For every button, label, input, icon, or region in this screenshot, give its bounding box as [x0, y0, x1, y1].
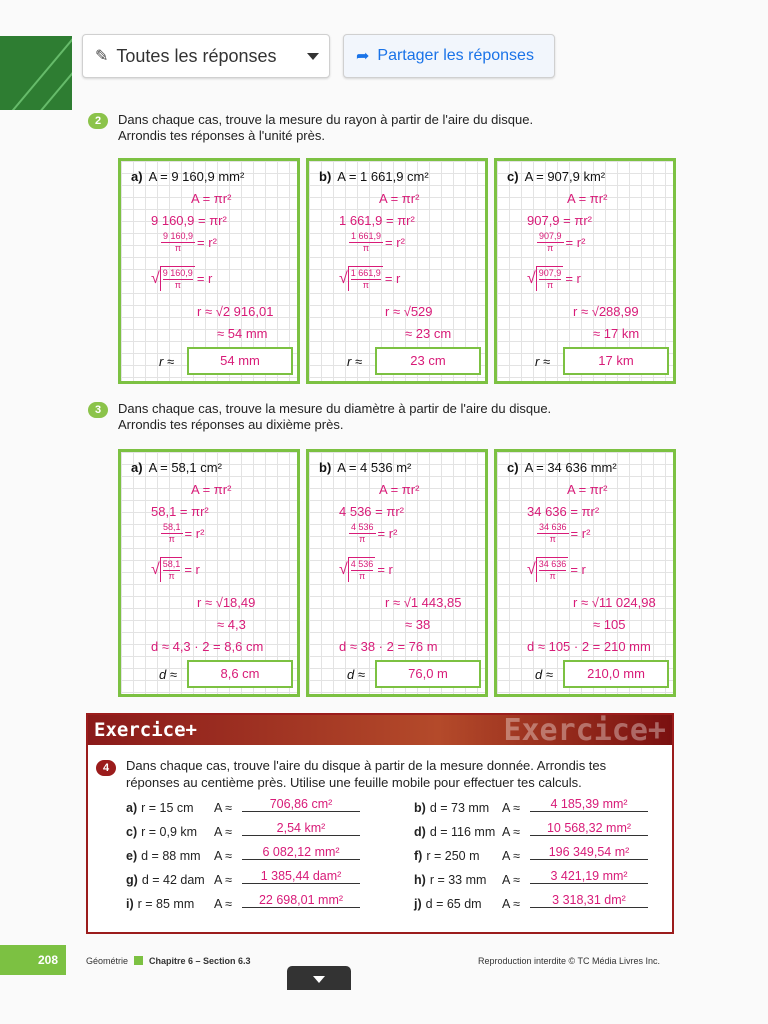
question-number: 2: [88, 113, 108, 129]
box-given: [507, 460, 617, 475]
all-answers-label: Toutes les réponses: [116, 45, 277, 66]
formula-line: A = πr²: [191, 482, 232, 497]
fraction-body: [537, 522, 569, 545]
item-letter: d): [414, 825, 426, 839]
solution-box: [306, 449, 488, 697]
fraction-line: [349, 231, 405, 254]
item-letter: c): [507, 169, 519, 184]
item-given: d = 42 dam: [141, 873, 205, 887]
solution-box: [494, 158, 676, 384]
share-arrow-icon: ➦: [356, 48, 370, 65]
formula-line: A = πr²: [379, 191, 420, 206]
exercise-item: [126, 845, 366, 867]
formula-line: A = πr²: [567, 482, 608, 497]
answer-field[interactable]: 54 mm: [187, 347, 293, 375]
item-letter: a): [131, 460, 143, 475]
square-icon: [134, 956, 143, 965]
sqrt-fraction-line: [527, 266, 581, 291]
fraction-denominator: π: [168, 534, 175, 544]
fraction-line: [161, 522, 204, 545]
answer-label: d ≈: [347, 667, 365, 682]
exercise-item: [414, 893, 654, 915]
sqrt-fraction-line: [527, 557, 586, 582]
item-letter: c): [126, 825, 138, 839]
page-number: 208: [0, 945, 66, 975]
fraction-numerator: 58,1: [163, 522, 181, 532]
radicand: [160, 557, 183, 582]
sqrt-fraction-line: [339, 557, 393, 582]
question-number: 3: [88, 402, 108, 418]
radicand: [348, 557, 376, 582]
answer-field[interactable]: 1 385,44 dam²: [242, 869, 360, 884]
sqrt-rhs: = r: [196, 271, 213, 286]
chevron-down-icon: [307, 53, 319, 60]
radicand: [348, 266, 383, 291]
approx-line: r ≈ √18,49: [197, 595, 256, 610]
sqrt-denominator: π: [546, 280, 554, 290]
item-letter: j): [414, 897, 422, 911]
approx-line: ≈ 38: [405, 617, 431, 632]
question-number: 4: [96, 760, 116, 776]
item-letter: i): [126, 897, 134, 911]
fraction-rhs: = r²: [570, 526, 591, 541]
answer-field[interactable]: 4 185,39 mm²: [530, 797, 648, 812]
item-letter: b): [319, 460, 332, 475]
item-given: r = 250 m: [426, 849, 480, 863]
fraction-line: [537, 231, 585, 254]
item-letter: e): [126, 849, 138, 863]
answer-label: r ≈: [159, 354, 175, 369]
answer-field[interactable]: 210,0 mm: [563, 660, 669, 688]
solution-box: [494, 449, 676, 697]
exercise-item: [126, 893, 366, 915]
exercise-item: [126, 869, 366, 891]
approx-label: A ≈: [214, 873, 232, 887]
item-letter: a): [126, 801, 138, 815]
item-given: r = 33 mm: [429, 873, 487, 887]
radicand: [536, 557, 569, 582]
answer-label: r ≈: [535, 354, 551, 369]
answer-field[interactable]: 706,86 cm²: [242, 797, 360, 812]
item-letter: f): [414, 849, 423, 863]
box-given: [131, 169, 244, 184]
approx-label: A ≈: [502, 825, 520, 839]
answer-field[interactable]: 2,54 km²: [242, 821, 360, 836]
sqrt-rhs: = r: [377, 562, 393, 577]
fraction-denominator: π: [174, 243, 182, 253]
question-text: [118, 112, 533, 144]
fraction-rhs: = r²: [184, 526, 205, 541]
footer-chapter-label: Chapitre 6 – Section 6.3: [149, 956, 251, 966]
fraction-denominator: π: [359, 534, 366, 544]
formula-line: A = πr²: [379, 482, 420, 497]
answer-field[interactable]: 23 cm: [375, 347, 481, 375]
fraction-rhs: = r²: [565, 235, 586, 250]
answer-field[interactable]: 8,6 cm: [187, 660, 293, 688]
fraction-numerator: 907,9: [539, 231, 562, 241]
footer-subject: Géométrie: [86, 956, 129, 966]
fraction-denominator: π: [547, 243, 554, 253]
box-given: [131, 460, 222, 475]
approx-label: A ≈: [214, 825, 232, 839]
answer-label: d ≈: [159, 667, 177, 682]
exercise-item: [414, 821, 654, 843]
sqrt-fraction-line: [151, 557, 200, 582]
answer-label: d ≈: [535, 667, 553, 682]
fraction-body: [161, 231, 195, 254]
item-given: r = 15 cm: [141, 801, 194, 815]
sqrt-numerator: 4 536: [350, 559, 374, 569]
sqrt-icon: √: [151, 270, 160, 287]
item-given: d = 88 mm: [141, 849, 201, 863]
approx-label: A ≈: [502, 897, 520, 911]
question-text-line: Dans chaque cas, trouve la mesure du diamètre à partir de l'aire du disque.: [118, 401, 552, 416]
approx-label: A ≈: [502, 849, 520, 863]
approx-label: A ≈: [502, 873, 520, 887]
solution-box: [118, 158, 300, 384]
solution-box: [118, 449, 300, 697]
diameter-line: d ≈ 105 · 2 = 210 mm: [527, 639, 651, 654]
box-given: [507, 169, 605, 184]
fraction-numerator: 4 536: [351, 522, 374, 532]
footer-chapter: [86, 956, 251, 966]
approx-line: r ≈ √288,99: [573, 304, 639, 319]
approx-line: ≈ 54 mm: [217, 326, 268, 341]
approx-line: ≈ 23 cm: [405, 326, 452, 341]
exercise-item: [414, 797, 654, 819]
given-area: A = 1 661,9 cm²: [337, 169, 429, 184]
sqrt-numerator: 907,9: [538, 268, 562, 278]
exercise-banner: [88, 713, 672, 748]
item-letter: b): [414, 801, 426, 815]
approx-label: A ≈: [214, 849, 232, 863]
footer-copyright: Reproduction interdite © TC Média Livres Inc.: [478, 956, 661, 966]
fraction-rhs: = r²: [385, 235, 405, 250]
sqrt-denominator: π: [168, 571, 175, 581]
answer-field[interactable]: 3 318,31 dm²: [530, 893, 648, 908]
approx-line: ≈ 17 km: [593, 326, 640, 341]
approx-label: A ≈: [502, 801, 520, 815]
box-given: [319, 460, 411, 475]
approx-line: ≈ 105: [593, 617, 626, 632]
question-text-line: Dans chaque cas, trouve la mesure du rayon à partir de l'aire du disque.: [118, 112, 534, 127]
diameter-line: d ≈ 38 · 2 = 76 m: [339, 639, 438, 654]
given-area: A = 907,9 km²: [524, 169, 606, 184]
chevron-down-icon: [313, 976, 325, 983]
sqrt-icon: √: [339, 270, 348, 287]
fraction-numerator: 1 661,9: [351, 231, 382, 241]
box-given: [319, 169, 429, 184]
sqrt-numerator: 9 160,9: [162, 268, 193, 278]
item-letter: b): [319, 169, 332, 184]
question-text: Dans chaque cas, trouve l'aire du disque à partir de la mesure donnée. Arrondis tes réponses au centième près. Utilise une feuille mobile pour effectuer tes calculs.: [126, 758, 607, 790]
fraction-line: [161, 231, 217, 254]
fraction-body: [537, 231, 564, 254]
fraction-body: [161, 522, 183, 545]
all-answers-dropdown[interactable]: [82, 34, 330, 78]
sqrt-rhs: = r: [570, 562, 586, 577]
item-letter: a): [131, 169, 143, 184]
answer-field[interactable]: 6 082,12 mm²: [242, 845, 360, 860]
approx-label: A ≈: [214, 801, 232, 815]
item-letter: h): [414, 873, 426, 887]
given-area: A = 58,1 cm²: [148, 460, 222, 475]
exercise-panel: [86, 713, 674, 934]
sqrt-numerator: 1 661,9: [350, 268, 381, 278]
sqrt-denominator: π: [174, 280, 181, 290]
fraction-numerator: 34 636: [539, 522, 567, 532]
radicand: [536, 266, 564, 291]
sqrt-rhs: = r: [565, 271, 581, 286]
formula-line: A = πr²: [191, 191, 232, 206]
exercise-title: Exercice+: [94, 719, 197, 741]
item-given: r = 0,9 km: [141, 825, 198, 839]
answer-label: r ≈: [347, 354, 363, 369]
page-nav-toggle[interactable]: [287, 966, 351, 990]
fraction-body: [349, 231, 383, 254]
answer-field[interactable]: 76,0 m: [375, 660, 481, 688]
sqrt-icon: √: [339, 561, 348, 578]
exercise-item: [126, 821, 366, 843]
question-text: [118, 401, 551, 433]
substitution-line: 907,9 = πr²: [527, 213, 592, 228]
radicand: [160, 266, 195, 291]
approx-line: r ≈ √2 916,01: [197, 304, 274, 319]
fraction-line: [537, 522, 590, 545]
item-given: d = 116 mm: [429, 825, 496, 839]
answer-field[interactable]: 22 698,01 mm²: [242, 893, 360, 908]
answer-field[interactable]: 3 421,19 mm²: [530, 869, 648, 884]
page-footer: [0, 945, 768, 975]
substitution-line: 34 636 = πr²: [527, 504, 600, 519]
approx-label: A ≈: [214, 897, 232, 911]
substitution-line: 9 160,9 = πr²: [151, 213, 227, 228]
question-text-line: Arrondis tes réponses à l'unité près.: [118, 128, 325, 143]
exercise-item: [126, 797, 366, 819]
sqrt-icon: √: [151, 561, 160, 578]
sqrt-icon: √: [527, 270, 536, 287]
item-given: d = 65 dm: [425, 897, 482, 911]
sqrt-fraction-line: [339, 266, 400, 291]
fraction-line: [349, 522, 397, 545]
formula-line: A = πr²: [567, 191, 608, 206]
fraction-denominator: π: [549, 534, 556, 544]
diameter-line: d ≈ 4,3 · 2 = 8,6 cm: [151, 639, 264, 654]
item-given: r = 85 mm: [137, 897, 195, 911]
approx-line: r ≈ √11 024,98: [573, 595, 656, 610]
item-letter: g): [126, 873, 138, 887]
approx-line: r ≈ √529: [385, 304, 433, 319]
given-area: A = 9 160,9 mm²: [148, 169, 245, 184]
solution-box: [306, 158, 488, 384]
fraction-denominator: π: [362, 243, 370, 253]
given-area: A = 4 536 m²: [337, 460, 412, 475]
sqrt-numerator: 58,1: [162, 559, 181, 569]
share-answers-button[interactable]: [343, 34, 555, 78]
corner-decoration: [0, 36, 72, 110]
share-answers-label: Partager les réponses: [377, 47, 534, 64]
fraction-numerator: 9 160,9: [163, 231, 194, 241]
approx-line: r ≈ √1 443,85: [385, 595, 462, 610]
item-given: d = 73 mm: [429, 801, 490, 815]
given-area: A = 34 636 mm²: [524, 460, 617, 475]
sqrt-fraction-line: [151, 266, 212, 291]
fraction-rhs: = r²: [197, 235, 217, 250]
substitution-line: 4 536 = πr²: [339, 504, 404, 519]
answer-field[interactable]: 196 349,54 m²: [530, 845, 648, 860]
substitution-line: 58,1 = πr²: [151, 504, 209, 519]
magic-wand-icon: ✎: [95, 48, 109, 65]
sqrt-denominator: π: [358, 571, 366, 581]
approx-line: ≈ 4,3: [217, 617, 246, 632]
sqrt-denominator: π: [549, 571, 556, 581]
exercise-watermark: Exercice+: [503, 713, 666, 748]
question-text-line: Arrondis tes réponses au dixième près.: [118, 417, 344, 432]
item-letter: c): [507, 460, 519, 475]
answer-field[interactable]: 10 568,32 mm²: [530, 821, 648, 836]
substitution-line: 1 661,9 = πr²: [339, 213, 415, 228]
fraction-body: [349, 522, 376, 545]
fraction-rhs: = r²: [377, 526, 398, 541]
sqrt-icon: √: [527, 561, 536, 578]
sqrt-numerator: 34 636: [538, 559, 567, 569]
answer-field[interactable]: 17 km: [563, 347, 669, 375]
exercise-item: [414, 869, 654, 891]
sqrt-rhs: = r: [384, 271, 401, 286]
sqrt-denominator: π: [362, 280, 369, 290]
sqrt-rhs: = r: [184, 562, 200, 577]
exercise-item: [414, 845, 654, 867]
